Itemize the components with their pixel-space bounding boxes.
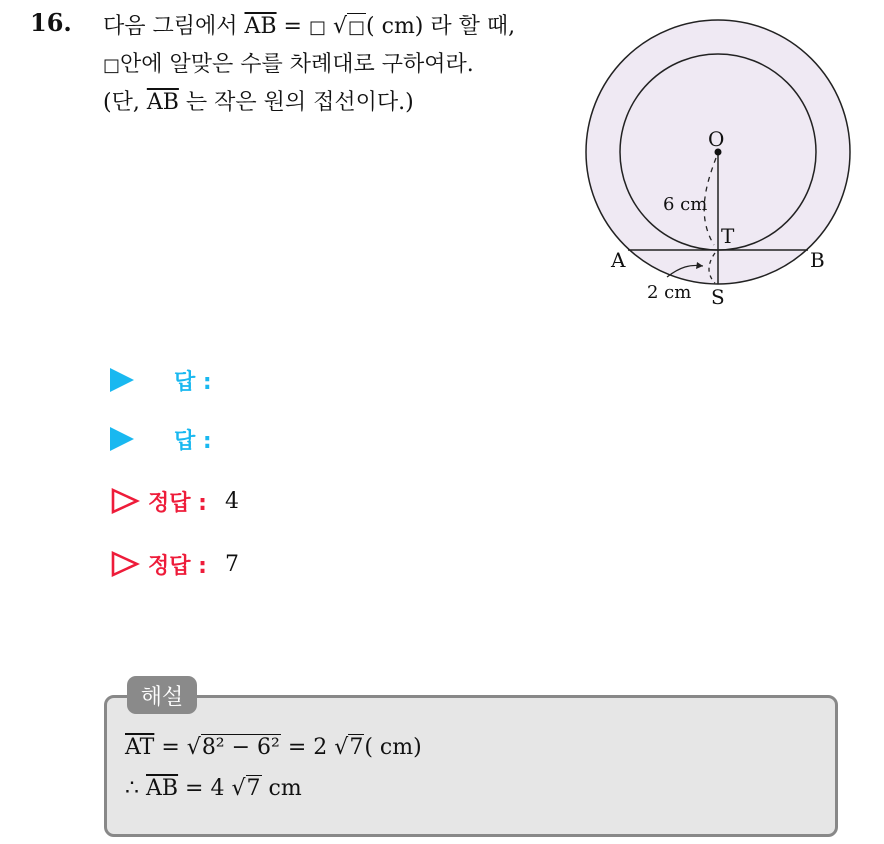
sqrt-seven-result: √7 [231,776,261,801]
question-number: 16. [30,8,72,37]
label-6cm: 6 cm [663,194,708,215]
sqrt-blank: √□ [333,14,366,39]
condition-prefix: (단, [103,90,147,115]
label-t: T [721,224,735,248]
equals-result: = 2 [280,735,335,760]
equals-sign: = [276,14,309,39]
condition-suffix: 는 작은 원의 접선이다.) [178,90,414,115]
answer-row-2[interactable] [110,424,230,454]
sqrt-seven: √7 [334,735,364,760]
play-triangle-icon [110,368,134,392]
blank-box-2: □ [348,17,366,38]
blank-box-1: □ [308,17,326,38]
segment-ab: $\overline{AB}$ [244,14,277,39]
label-2cm: 2 cm [647,282,692,303]
sqrt-radicand-3: 7 [246,776,261,801]
question-unit: ( cm) 라 할 때, [366,14,516,39]
sqrt-radicand: 8² − 6² [201,735,280,760]
question-line-2 [103,46,515,84]
label-a: A [611,248,626,272]
outline-triangle-icon [110,488,140,514]
equals-sign: = [154,735,187,760]
correct-label-2: 정답 : [148,553,207,579]
equals-result: = 4 [178,776,232,801]
answer-row-1[interactable] [110,365,230,395]
solution-line-1 [125,735,422,760]
question-text [103,8,515,121]
segment-ab-result: $\overline{AB}$ [146,776,179,801]
question-line-1 [103,8,515,46]
play-triangle-icon [110,427,134,451]
answer-label-2: 답 : [174,428,212,454]
correct-row-2 [110,549,239,579]
segment-ab-condition: $\overline{AB}$ [146,90,179,115]
unit-cm-result: cm [261,776,302,801]
sqrt-expression: √8² − 6² [186,735,280,760]
solution-box [104,695,838,837]
outline-triangle-icon [110,551,140,577]
question-prefix: 다음 그림에서 [103,14,245,39]
label-o: O [708,127,725,151]
correct-row-1 [110,486,239,516]
label-s: S [711,285,725,309]
unit-cm: ( cm) [364,735,422,760]
question-line-3 [103,84,515,121]
solution-tag: 해설 [127,676,197,714]
sqrt-radicand-2: 7 [349,735,364,760]
correct-value-2: 7 [224,551,239,577]
segment-at: $\overline{AT}$ [125,735,155,760]
correct-value-1: 4 [224,488,239,514]
blank-box-3: □ [103,55,121,76]
question-instruction: 안에 알맞은 수를 차례대로 구하여라. [120,52,474,77]
label-b: B [810,248,825,272]
solution-line-2 [125,776,302,801]
therefore-symbol: ∴ [125,776,146,801]
concentric-circles-figure [585,12,857,312]
answer-label-1: 답 : [174,369,212,395]
correct-label-1: 정답 : [148,490,207,516]
